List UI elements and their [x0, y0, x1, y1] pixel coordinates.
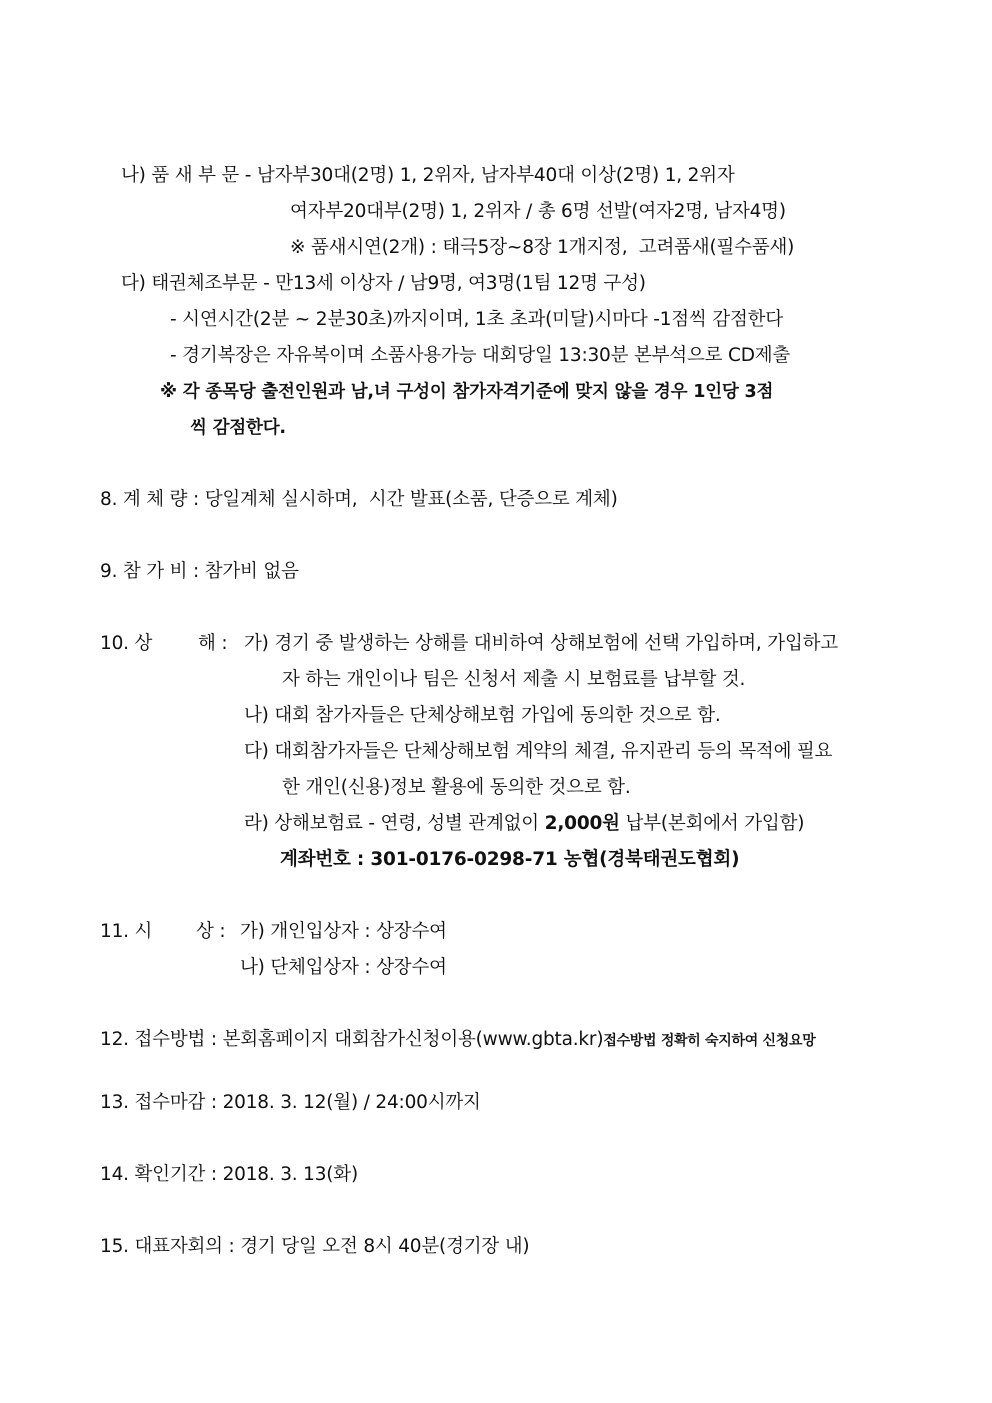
item-13-deadline: 13. 접수마감 : 2018. 3. 12(월) / 24:00시까지 — [100, 1092, 481, 1113]
item-10-da-line-2: 한 개인(신용)정보 활용에 동의한 것으로 함. — [282, 777, 631, 798]
gymnastics-note-line-2: 씩 감점한다. — [190, 418, 286, 438]
gymnastics-bullet-1: - 시연시간(2분 ~ 2분30초)까지이며, 1초 초과(미달)시마다 -1점씩 감점한다 — [170, 309, 783, 330]
item-10-ga-line-1: 가) 경기 중 발생하는 상해를 대비하여 상해보험에 선택 가입하며, 가입하고 — [244, 633, 838, 654]
pumsae-line-2: 여자부20대부(2명) 1, 2위자 / 총 6명 선발(여자2명, 남자4명) — [290, 201, 786, 222]
pumsae-line-1: 나) 품 새 부 문 - 남자부30대(2명) 1, 2위자, 남자부40대 이상(2명) 1, 2위자 — [121, 165, 735, 186]
item-12-note: 접수방법 정확히 숙지하여 신청요망 — [603, 1033, 816, 1049]
item-10-label-2: 해 : — [198, 633, 228, 654]
gymnastics-line-1: 다) 태권체조부문 - 만13세 이상자 / 남9명, 여3명(1팀 12명 구성) — [121, 273, 646, 294]
gymnastics-bullet-2: - 경기복장은 자유복이며 소품사용가능 대회당일 13:30분 본부석으로 CD제출 — [170, 345, 791, 366]
item-11-label-2: 상 : — [196, 921, 226, 942]
item-8-weigh-in: 8. 계 체 량 : 당일계체 실시하며, 시간 발표(소품, 단증으로 계체) — [100, 489, 618, 510]
item-15-meeting: 15. 대표자회의 : 경기 당일 오전 8시 40분(경기장 내) — [100, 1236, 530, 1257]
item-9-entry-fee: 9. 참 가 비 : 참가비 없음 — [100, 561, 299, 582]
item-12-text: 12. 접수방법 : 본회홈페이지 대회참가신청이용(www.gbta.kr) — [100, 1029, 604, 1050]
item-10-da-line-1: 다) 대회참가자들은 단체상해보험 계약의 체결, 유지관리 등의 목적에 필요 — [244, 741, 833, 762]
item-10-ra-amount: 2,000원 — [544, 813, 620, 834]
item-10-na: 나) 대회 참가자들은 단체상해보험 가입에 동의한 것으로 함. — [244, 705, 721, 726]
item-10-account-number: 계좌번호 : 301-0176-0298-71 농협(경북태권도협회) — [280, 849, 740, 870]
item-11-ga: 가) 개인입상자 : 상장수여 — [240, 921, 447, 942]
item-11-na: 나) 단체입상자 : 상장수여 — [240, 957, 447, 978]
item-14-confirmation: 14. 확인기간 : 2018. 3. 13(화) — [100, 1164, 359, 1185]
item-10-ra-suffix: 납부(본회에서 가입함) — [619, 813, 805, 834]
item-10-ra-prefix: 라) 상해보험료 - 연령, 성별 관계없이 — [244, 813, 545, 834]
item-10-ga-line-2: 자 하는 개인이나 팀은 신청서 제출 시 보험료를 납부할 것. — [282, 669, 746, 690]
item-10-label: 10. 상 — [100, 633, 153, 654]
item-12-registration — [100, 1028, 815, 1053]
item-11-label: 11. 시 — [100, 921, 153, 942]
gymnastics-note-line-1: ※ 각 종목당 출전인원과 남,녀 구성이 참가자격기준에 맞지 않을 경우 1인당 3점 — [160, 382, 774, 402]
item-10-ra — [244, 812, 804, 836]
pumsae-line-3: ※ 품새시연(2개) : 태극5장~8장 1개지정, 고려품새(필수품새) — [290, 237, 795, 258]
